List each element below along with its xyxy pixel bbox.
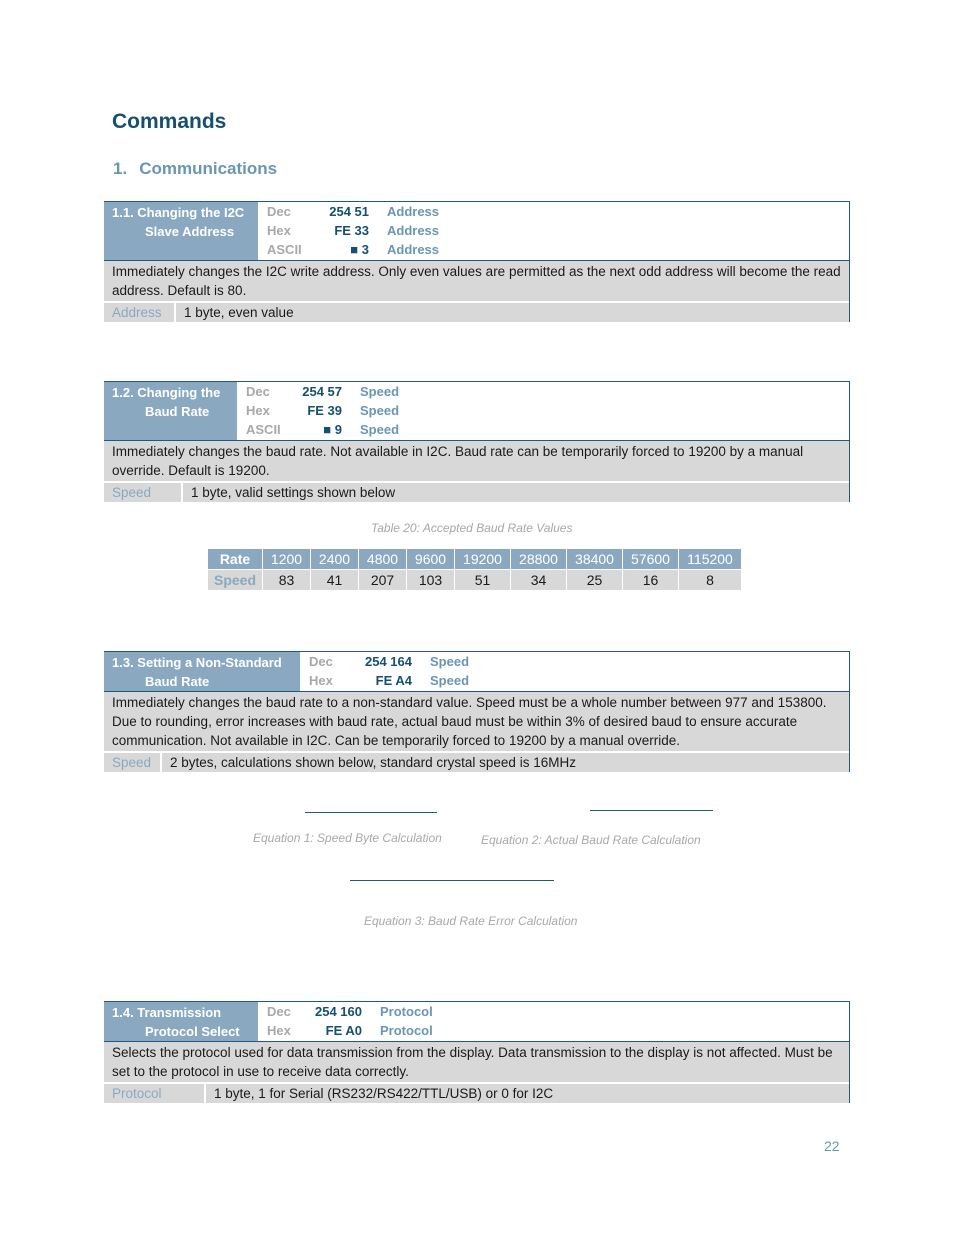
- speed-cell: 83: [263, 570, 311, 591]
- code-value: 254 160: [315, 1004, 362, 1019]
- code-key: Dec: [309, 654, 333, 669]
- rate-cell: 115200: [679, 549, 742, 570]
- code-key: Dec: [267, 1004, 291, 1019]
- rate-cell: 9600: [407, 549, 455, 570]
- equation-1-fraction-line: [305, 812, 437, 813]
- equation-2-caption: Equation 2: Actual Baud Rate Calculation: [481, 833, 701, 847]
- command-label-line2: Baud Rate: [145, 674, 210, 689]
- command-codes: [258, 202, 439, 260]
- parameter-value: 1 byte, even value: [184, 305, 294, 320]
- parameter-name: Protocol: [104, 1084, 206, 1103]
- code-value: FE 33: [334, 223, 369, 238]
- command-parameter-row: [104, 1084, 849, 1103]
- command-parameter-row: [104, 483, 849, 502]
- command-codes: [258, 1002, 433, 1041]
- speed-cell: 51: [455, 570, 511, 591]
- rate-header: Rate: [208, 549, 263, 570]
- code-key: Hex: [309, 673, 333, 688]
- command-parameter-row: [104, 303, 849, 322]
- code-param: Speed: [430, 673, 470, 688]
- command-label: [104, 1002, 258, 1041]
- code-param: Address: [387, 242, 440, 257]
- code-row-dec: [267, 1002, 433, 1021]
- code-key: ASCII: [267, 242, 302, 257]
- rate-row: [208, 549, 742, 570]
- command-label-line2: Protocol Select: [145, 1024, 240, 1039]
- code-row-dec: [309, 652, 469, 671]
- code-key: Dec: [246, 384, 270, 399]
- speed-cell: 41: [311, 570, 359, 591]
- speed-cell: 8: [679, 570, 742, 591]
- speed-header: Speed: [208, 570, 263, 591]
- speed-cell: 103: [407, 570, 455, 591]
- command-label-line1: 1.4. Transmission: [112, 1005, 222, 1020]
- code-row-hex: [246, 401, 399, 420]
- section-title-text: Communications: [139, 159, 278, 178]
- code-param: Protocol: [380, 1023, 433, 1038]
- command-description: Immediately changes the baud rate to a non-standard value. Speed must be a whole number between 977 and 153800. Due to rounding, error increases with baud rate, actual baud must be within 3% of desired baud to ensure accurate communication. Not available in I2C. Can be temporarily forced to 19200 by a manual override.: [104, 692, 849, 753]
- command-block-1-3: [104, 651, 850, 772]
- code-param: Speed: [360, 422, 400, 437]
- code-key: Hex: [267, 1023, 291, 1038]
- command-block-1-2: [104, 381, 850, 502]
- code-param: Address: [387, 223, 440, 238]
- rate-cell: 28800: [511, 549, 567, 570]
- rate-cell: 1200: [263, 549, 311, 570]
- rate-cell: 19200: [455, 549, 511, 570]
- command-block-1-1: [104, 201, 850, 322]
- command-label-line1: 1.1. Changing the I2C: [112, 205, 245, 220]
- speed-row: [208, 570, 742, 591]
- equation-3-fraction-line: [350, 880, 554, 881]
- rate-cell: 2400: [311, 549, 359, 570]
- code-value: FE A4: [375, 673, 412, 688]
- code-row-hex: [267, 1021, 433, 1040]
- section-title: [113, 159, 277, 179]
- code-param: Address: [387, 204, 440, 219]
- command-description: Immediately changes the I2C write address. Only even values are permitted as the next odd address will become the read address. Default is 80.: [104, 261, 849, 303]
- code-row-hex: [309, 671, 469, 690]
- speed-cell: 34: [511, 570, 567, 591]
- command-block-1-4: [104, 1001, 850, 1103]
- code-value: ■ 9: [323, 422, 342, 437]
- command-label-line1: 1.2. Changing the: [112, 385, 221, 400]
- command-codes: [237, 382, 399, 440]
- command-label-line2: Slave Address: [145, 224, 235, 239]
- code-key: Hex: [267, 223, 291, 238]
- equation-1-caption: Equation 1: Speed Byte Calculation: [253, 831, 442, 845]
- rate-cell: 38400: [567, 549, 623, 570]
- baud-rate-table: [207, 548, 742, 591]
- code-value: 254 164: [365, 654, 412, 669]
- equation-3-caption: Equation 3: Baud Rate Error Calculation: [364, 914, 578, 928]
- command-label: [104, 652, 300, 691]
- parameter-value: 2 bytes, calculations shown below, standard crystal speed is 16MHz: [170, 755, 576, 770]
- rate-cell: 57600: [623, 549, 679, 570]
- command-label: [104, 382, 237, 440]
- code-value: 254 51: [329, 204, 369, 219]
- code-param: Protocol: [380, 1004, 433, 1019]
- code-value: FE 39: [307, 403, 342, 418]
- code-value: FE A0: [325, 1023, 362, 1038]
- command-codes: [300, 652, 469, 691]
- speed-cell: 25: [567, 570, 623, 591]
- code-param: Speed: [360, 403, 400, 418]
- command-description: Selects the protocol used for data transmission from the display. Data transmission to the display is not affected. Must be set to the protocol in use to receive data correctly.: [104, 1042, 849, 1084]
- code-key: Dec: [267, 204, 291, 219]
- speed-cell: 207: [359, 570, 407, 591]
- code-row-ascii: [246, 420, 399, 439]
- command-label-line1: 1.3. Setting a Non-Standard: [112, 655, 282, 670]
- page-heading: Commands: [112, 110, 227, 133]
- parameter-name: Address: [104, 303, 176, 322]
- rate-cell: 4800: [359, 549, 407, 570]
- code-value: 254 57: [302, 384, 342, 399]
- code-param: Speed: [360, 384, 400, 399]
- section-number: 1.: [113, 159, 128, 178]
- command-description: Immediately changes the baud rate. Not available in I2C. Baud rate can be temporarily forced to 19200 by a manual override. Default is 19200.: [104, 441, 849, 483]
- code-row-dec: [246, 382, 399, 401]
- parameter-value: 1 byte, 1 for Serial (RS232/RS422/TTL/USB) or 0 for I2C: [214, 1086, 554, 1101]
- speed-cell: 16: [623, 570, 679, 591]
- command-label: [104, 202, 258, 260]
- code-key: ASCII: [246, 422, 281, 437]
- code-row-ascii: [267, 240, 439, 259]
- code-key: Hex: [246, 403, 270, 418]
- equation-2-fraction-line: [590, 810, 713, 811]
- code-param: Speed: [430, 654, 470, 669]
- command-label-line2: Baud Rate: [145, 404, 210, 419]
- code-row-dec: [267, 202, 439, 221]
- parameter-value: 1 byte, valid settings shown below: [191, 485, 396, 500]
- parameter-name: Speed: [104, 483, 183, 502]
- command-parameter-row: [104, 753, 849, 772]
- code-value: ■ 3: [350, 242, 369, 257]
- page-number: 22: [824, 1138, 840, 1154]
- code-row-hex: [267, 221, 439, 240]
- table-caption: Table 20: Accepted Baud Rate Values: [371, 521, 573, 535]
- parameter-name: Speed: [104, 753, 162, 772]
